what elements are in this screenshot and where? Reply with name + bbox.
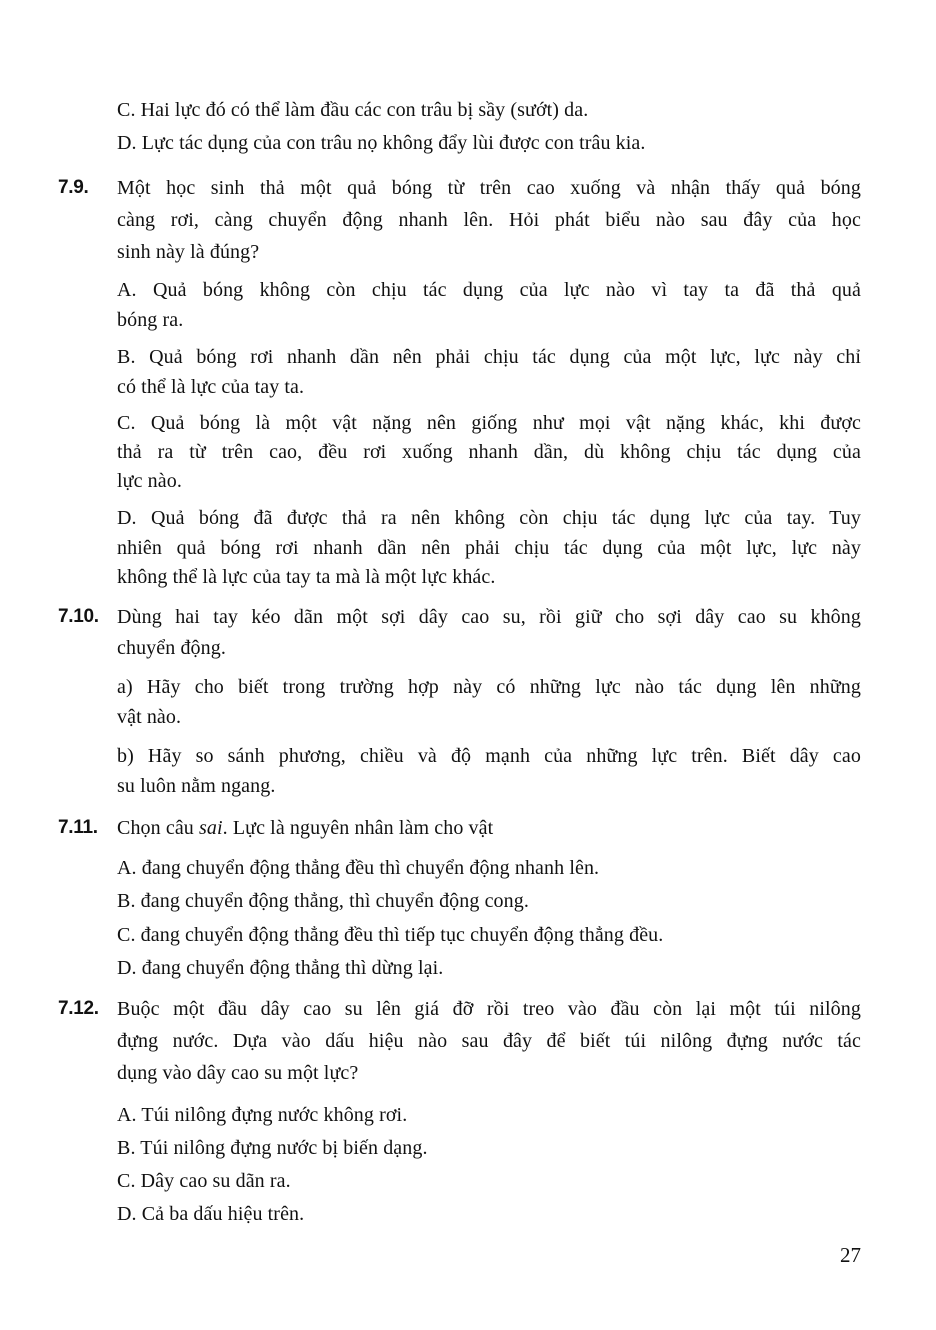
q7-9-option-c-line-2: thả ra từ trên cao, đều rơi xuống nhanh dần, dù không chịu tác dụng của bbox=[117, 441, 861, 463]
q7-10-number: 7.10. bbox=[58, 606, 99, 627]
q7-12-option-a: A. Túi nilông đựng nước không rơi. bbox=[117, 1104, 408, 1126]
q7-11-stem bbox=[117, 813, 493, 843]
q7-12-number: 7.12. bbox=[58, 998, 99, 1019]
q7-11-number: 7.11. bbox=[58, 817, 98, 838]
q7-12-option-b: B. Túi nilông đựng nước bị biến dạng. bbox=[117, 1137, 428, 1159]
page-number: 27 bbox=[840, 1243, 861, 1267]
q7-10-stem-line-1: Dùng hai tay kéo dãn một sợi dây cao su, rồi giữ cho sợi dây cao su không bbox=[117, 606, 861, 628]
q7-9-option-d-line-3: không thể là lực của tay ta mà là một lực khác. bbox=[117, 566, 496, 588]
q7-12-stem-line-2: đựng nước. Dựa vào dấu hiệu nào sau đây để biết túi nilông đựng nước tác bbox=[117, 1030, 861, 1052]
q7-11-option-a: A. đang chuyển động thẳng đều thì chuyển động nhanh lên. bbox=[117, 857, 600, 879]
q7-11-option-b: B. đang chuyển động thẳng, thì chuyển động cong. bbox=[117, 890, 529, 912]
q7-10-part-a-line-2: vật nào. bbox=[117, 706, 182, 728]
q7-10-part-a-line-1: a) Hãy cho biết trong trường hợp này có những lực nào tác dụng lên những bbox=[117, 676, 861, 698]
q7-9-option-b-line-2: có thể là lực của tay ta. bbox=[117, 376, 305, 398]
q7-9-option-d-line-2: nhiên quả bóng rơi nhanh dần nên phải chịu tác dụng của một lực, lực này bbox=[117, 537, 861, 559]
q7-9-number: 7.9. bbox=[58, 177, 89, 198]
q7-9-option-c-line-3: lực nào. bbox=[117, 470, 182, 492]
q7-10-stem-line-2: chuyển động. bbox=[117, 637, 226, 659]
q7-9-stem-line-1: Một học sinh thả một quả bóng từ trên cao xuống và nhận thấy quả bóng bbox=[117, 177, 861, 199]
q7-9-stem-line-3: sinh này là đúng? bbox=[117, 241, 260, 263]
q7-11-option-d: D. đang chuyển động thẳng thì dừng lại. bbox=[117, 957, 444, 979]
q7-11-option-c: C. đang chuyển động thẳng đều thì tiếp tục chuyển động thẳng đều. bbox=[117, 924, 664, 946]
q7-9-option-b-line-1: B. Quả bóng rơi nhanh dần nên phải chịu tác dụng của một lực, lực này chỉ bbox=[117, 346, 861, 368]
q7-9-option-c-line-1: C. Quả bóng là một vật nặng nên giống như mọi vật nặng khác, khi được bbox=[117, 412, 861, 434]
q7-12-stem-line-3: dụng vào dây cao su một lực? bbox=[117, 1062, 359, 1084]
q7-10-part-b-line-2: su luôn nằm ngang. bbox=[117, 775, 276, 797]
q7-8-option-d: D. Lực tác dụng của con trâu nọ không đẩy lùi được con trâu kia. bbox=[117, 132, 646, 154]
q7-11-stem-before: Chọn câu bbox=[117, 817, 199, 839]
q7-11-stem-after: . Lực là nguyên nhân làm cho vật bbox=[222, 817, 494, 839]
q7-12-option-d: D. Cả ba dấu hiệu trên. bbox=[117, 1203, 305, 1225]
q7-12-stem-line-1: Buộc một đầu dây cao su lên giá đỡ rồi treo vào đầu còn lại một túi nilông bbox=[117, 998, 861, 1020]
q7-8-option-c: C. Hai lực đó có thể làm đầu các con trâu bị sầy (sướt) da. bbox=[117, 99, 589, 121]
q7-11-stem-emphasis: sai bbox=[199, 817, 223, 839]
q7-9-stem-line-2: càng rơi, càng chuyển động nhanh lên. Hỏi phát biểu nào sau đây của học bbox=[117, 209, 861, 231]
q7-10-part-b-line-1: b) Hãy so sánh phương, chiều và độ mạnh của những lực trên. Biết dây cao bbox=[117, 745, 861, 767]
q7-9-option-a-line-1: A. Quả bóng không còn chịu tác dụng của lực nào vì tay ta đã thả quả bbox=[117, 279, 861, 301]
q7-9-option-a-line-2: bóng ra. bbox=[117, 309, 184, 331]
q7-9-option-d-line-1: D. Quả bóng đã được thả ra nên không còn chịu tác dụng lực của tay. Tuy bbox=[117, 507, 861, 529]
q7-12-option-c: C. Dây cao su dãn ra. bbox=[117, 1170, 291, 1192]
